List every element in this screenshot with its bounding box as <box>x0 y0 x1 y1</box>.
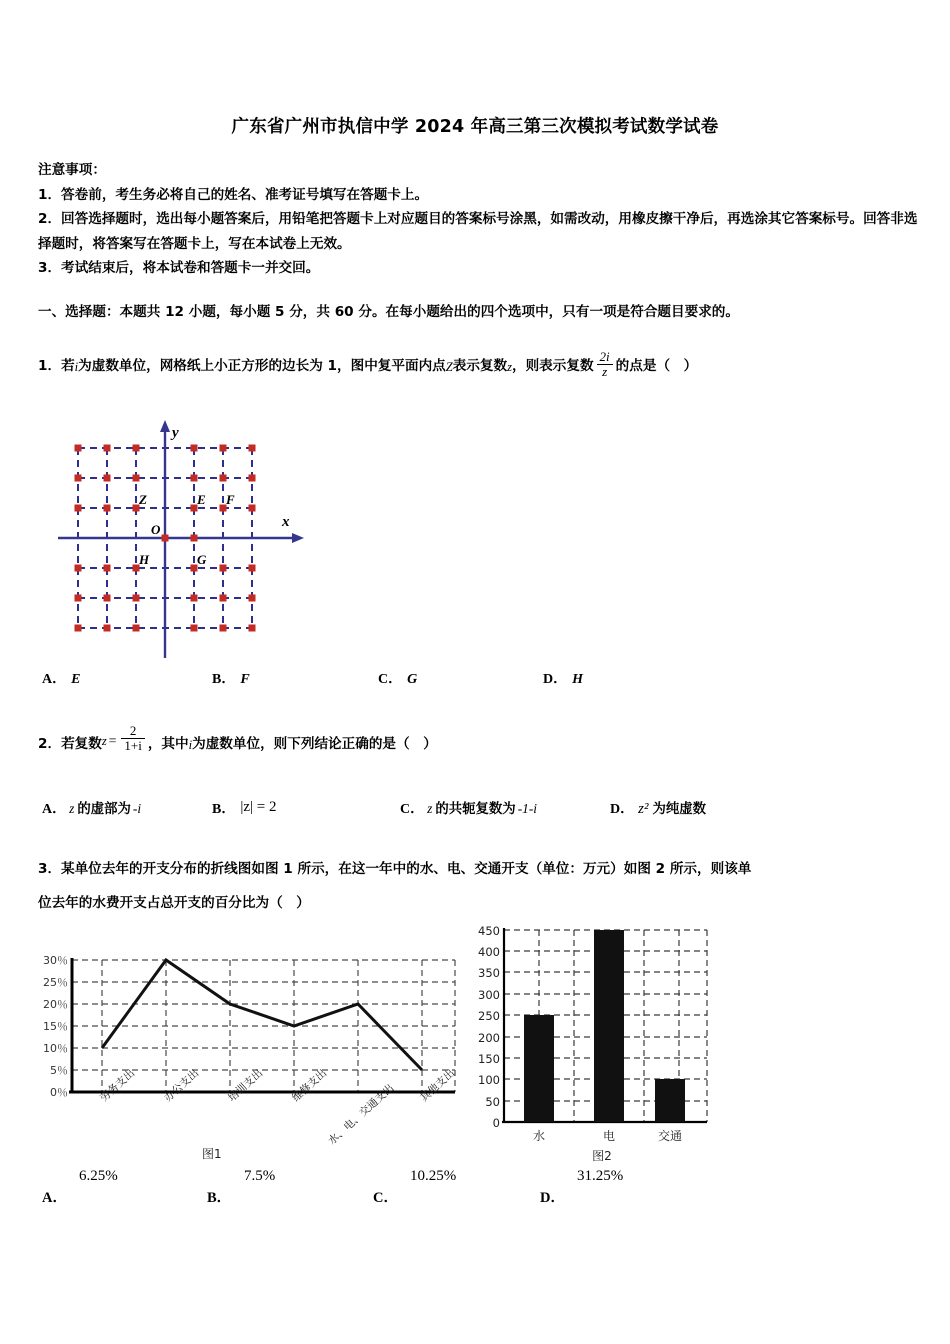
q1-option-a-label: A． <box>42 672 67 687</box>
point-label-Z: Z <box>139 492 147 507</box>
question-1-stem <box>38 350 928 379</box>
q2-option-d[interactable] <box>610 798 706 818</box>
q1-fraction <box>597 350 613 379</box>
q3-option-b-label: B． <box>207 1190 232 1206</box>
q2-option-b-expr: |z| = 2 <box>240 799 277 815</box>
line-chart-y-ticks <box>43 954 68 1099</box>
q2-option-a-label: A． <box>42 802 67 817</box>
bar-xtick-water: 水 <box>532 1129 546 1143</box>
lattice-point <box>191 625 198 632</box>
bar-xtick-transport: 交通 <box>657 1129 683 1143</box>
point-labels-group <box>138 425 290 567</box>
q1-option-d-value: H <box>572 672 584 687</box>
lattice-point <box>133 625 140 632</box>
q2-stem-c: 为虚数单位，则下列结论正确的是（ ） <box>192 736 437 753</box>
question-3-figures <box>0 920 950 1165</box>
ytick-label-10: 10％ <box>43 1042 68 1055</box>
bar-ytick-250: 250 <box>478 1009 500 1023</box>
q3-option-b-value: 7.5% <box>244 1168 276 1184</box>
lattice-point <box>75 595 82 602</box>
lattice-point <box>191 445 198 452</box>
complex-plane-grid-figure <box>58 418 358 658</box>
q2-option-c-var: z <box>427 801 433 816</box>
q1-option-c-label: C． <box>378 672 403 687</box>
lattice-point <box>191 535 198 542</box>
question-2-options <box>0 792 950 822</box>
x-axis-arrow <box>292 533 304 543</box>
q2-option-d-label: D． <box>610 802 635 817</box>
point-label-E: E <box>197 492 206 507</box>
q3-option-c-value: 10.25% <box>410 1168 457 1184</box>
line-chart-x-ticks <box>97 1066 457 1147</box>
point-label-F: F <box>226 492 235 507</box>
complex-plane-svg <box>58 418 358 658</box>
q1-option-b-label: B． <box>212 672 236 687</box>
lattice-point-origin <box>162 535 169 542</box>
bar-electricity <box>594 930 624 1122</box>
ytick-label-25: 25％ <box>43 976 68 989</box>
bar-chart-figure <box>462 922 742 1165</box>
bar-ytick-400: 400 <box>478 945 500 959</box>
q2-fraction <box>121 724 144 753</box>
notice-item-1: 1．答卷前，考生务必将自己的姓名、准考证号填写在答题卡上。 <box>38 186 429 203</box>
q2-option-b[interactable] <box>212 798 276 818</box>
lattice-point <box>104 505 111 512</box>
lattice-point <box>249 595 256 602</box>
q2-option-c-label: C． <box>400 802 425 817</box>
q1-fraction-numerator: 2i <box>599 349 610 364</box>
q1-stem-a: 若 <box>61 358 75 375</box>
question-3-stem <box>38 852 930 920</box>
q1-option-c-value: G <box>407 672 418 687</box>
line-chart-figure <box>42 930 462 1165</box>
bar-chart-y-ticks <box>478 924 500 1130</box>
bar-ytick-0: 0 <box>492 1116 500 1130</box>
lattice-point <box>104 565 111 572</box>
xtick-label-1: 劳务支出 <box>97 1067 138 1105</box>
q1-option-c[interactable] <box>378 668 417 688</box>
q1-stem-c: 表示复数 <box>452 358 508 375</box>
y-axis-label: y <box>172 425 179 441</box>
point-label-H: H <box>139 552 150 567</box>
origin-label: O <box>151 522 161 537</box>
lattice-point <box>104 445 111 452</box>
q1-option-a-value: E <box>71 672 81 687</box>
xtick-label-6: 其他支出 <box>417 1067 458 1105</box>
q2-number: 2． <box>38 736 62 753</box>
notice-heading: 注意事项： <box>38 162 106 178</box>
x-axis-label: x <box>282 514 290 530</box>
q1-number: 1． <box>38 358 62 375</box>
bar-chart-caption: 图2 <box>592 1149 612 1163</box>
line-chart-svg <box>42 930 462 1165</box>
ytick-label-20: 20％ <box>43 998 68 1011</box>
q2-option-d-text: 为纯虚数 <box>652 802 707 817</box>
lattice-point <box>220 445 227 452</box>
lattice-point <box>249 625 256 632</box>
bar-ytick-50: 50 <box>485 1095 500 1109</box>
lattice-point <box>75 625 82 632</box>
question-3-options <box>0 1168 950 1210</box>
q1-var-i: i <box>74 360 79 375</box>
q1-var-z: z <box>507 360 512 375</box>
q2-var-i: i <box>188 738 193 753</box>
xtick-label-3: 培训支出 <box>225 1067 266 1105</box>
bar-chart-x-ticks <box>533 1128 682 1143</box>
lattice-point <box>133 595 140 602</box>
q2-option-d-expr: z² <box>638 801 649 817</box>
q1-option-b[interactable] <box>212 668 250 688</box>
q2-fraction-numerator: 2 <box>129 723 137 738</box>
lattice-point <box>249 445 256 452</box>
q3-option-a-value: 6.25% <box>79 1168 118 1184</box>
y-axis-arrow <box>160 420 170 432</box>
ytick-label-0: 0％ <box>50 1086 68 1099</box>
lattice-point <box>220 595 227 602</box>
lattice-point <box>249 475 256 482</box>
q2-eq-lhs: z <box>101 734 107 749</box>
q3-option-d-label: D． <box>540 1190 565 1206</box>
q2-option-c-text: 的共轭复数为 <box>435 802 516 817</box>
bar-ytick-300: 300 <box>478 988 500 1002</box>
q2-option-c-value: -1-i <box>517 801 538 816</box>
q1-option-b-value: F <box>240 672 250 687</box>
q1-option-d[interactable] <box>543 668 583 688</box>
lattice-point <box>249 505 256 512</box>
notice-item-3: 3．考试结束后，将本试卷和答题卡一并交回。 <box>38 260 320 276</box>
lattice-point <box>104 625 111 632</box>
q3-stem-line-2: 位去年的水费开支占总开支的百分比为（ ） <box>38 895 310 911</box>
q2-option-c[interactable] <box>400 798 537 818</box>
xtick-label-5: 水、电、交通支出 <box>325 1082 397 1148</box>
xtick-label-4: 维修支出 <box>289 1067 330 1105</box>
lattice-point <box>75 475 82 482</box>
bar-ytick-350: 350 <box>478 966 500 980</box>
line-chart-series-path <box>102 960 422 1070</box>
lattice-point <box>133 475 140 482</box>
bar-transport <box>655 1079 685 1122</box>
bar-chart-svg <box>462 922 742 1165</box>
lattice-point <box>191 595 198 602</box>
bar-ytick-450: 450 <box>478 924 500 938</box>
lattice-point <box>220 625 227 632</box>
lattice-point <box>249 565 256 572</box>
lattice-point <box>104 475 111 482</box>
q2-stem-a: 若复数 <box>61 736 102 753</box>
question-2-stem <box>38 724 437 753</box>
notice-block <box>38 158 918 281</box>
q1-stem-e: 的点是（ ） <box>615 358 698 375</box>
q2-option-a-text: 的虚部为 <box>77 802 131 817</box>
q3-option-d-value: 31.25% <box>577 1168 624 1184</box>
q2-eq-sign: = <box>108 733 117 749</box>
bar-water <box>524 1015 554 1122</box>
ytick-label-30: 30％ <box>43 954 68 967</box>
q2-option-a[interactable] <box>42 798 141 818</box>
question-1-options <box>0 668 950 694</box>
lattice-point <box>191 475 198 482</box>
q2-fraction-denominator: 1+i <box>121 738 144 753</box>
lattice-point <box>220 565 227 572</box>
q2-option-a-var: z <box>69 801 75 816</box>
notice-item-2: 2．回答选择题时，选出每小题答案后，用铅笔把答题卡上对应题目的答案标号涂黑，如需改动，用橡皮擦干净后，再选涂其它答案标号。回答非选择题时，将答案写在答题卡上，写在本试卷上无效。 <box>38 211 918 252</box>
line-chart-caption: 图1 <box>202 1147 222 1161</box>
point-label-G: G <box>197 552 207 567</box>
section-heading: 一、选择题：本题共 12 小题，每小题 5 分，共 60 分。在每小题给出的四个选项中，只有一项是符合题目要求的。 <box>38 304 739 320</box>
xtick-label-2: 办公支出 <box>161 1067 202 1105</box>
q1-var-Z: Z <box>445 360 453 375</box>
q3-option-c-label: C． <box>373 1190 398 1206</box>
q2-option-a-value: -i <box>132 801 142 816</box>
q1-stem-d: ，则表示复数 <box>511 358 594 375</box>
q2-stem-b: ，其中 <box>147 736 189 753</box>
q3-option-a-label: A． <box>42 1190 67 1206</box>
axes-group <box>58 426 296 658</box>
page-title: 广东省广州市执信中学 2024 年高三第三次模拟考试数学试卷 <box>231 117 719 137</box>
bar-ytick-100: 100 <box>478 1073 500 1087</box>
lattice-point <box>133 445 140 452</box>
bar-xtick-electricity: 电 <box>602 1129 616 1143</box>
lattice-point <box>75 505 82 512</box>
q1-option-a[interactable] <box>42 668 80 688</box>
q2-option-b-label: B． <box>212 802 236 817</box>
lattice-point <box>220 475 227 482</box>
q1-stem-b: 为虚数单位，网格纸上小正方形的边长为 1，图中复平面内点 <box>78 358 446 375</box>
lattice-point <box>104 595 111 602</box>
q1-option-d-label: D． <box>543 672 568 687</box>
bar-ytick-200: 200 <box>478 1031 500 1045</box>
lattice-point <box>75 445 82 452</box>
lattice-point <box>75 565 82 572</box>
q1-fraction-denominator: z <box>597 364 613 379</box>
bar-ytick-150: 150 <box>478 1052 500 1066</box>
ytick-label-5: 5％ <box>50 1064 68 1077</box>
ytick-label-15: 15％ <box>43 1020 68 1033</box>
q3-stem-line-1: 3．某单位去年的开支分布的折线图如图 1 所示，在这一年中的水、电、交通开支（单位：万元）如图 2 所示，则该单 <box>38 861 752 877</box>
